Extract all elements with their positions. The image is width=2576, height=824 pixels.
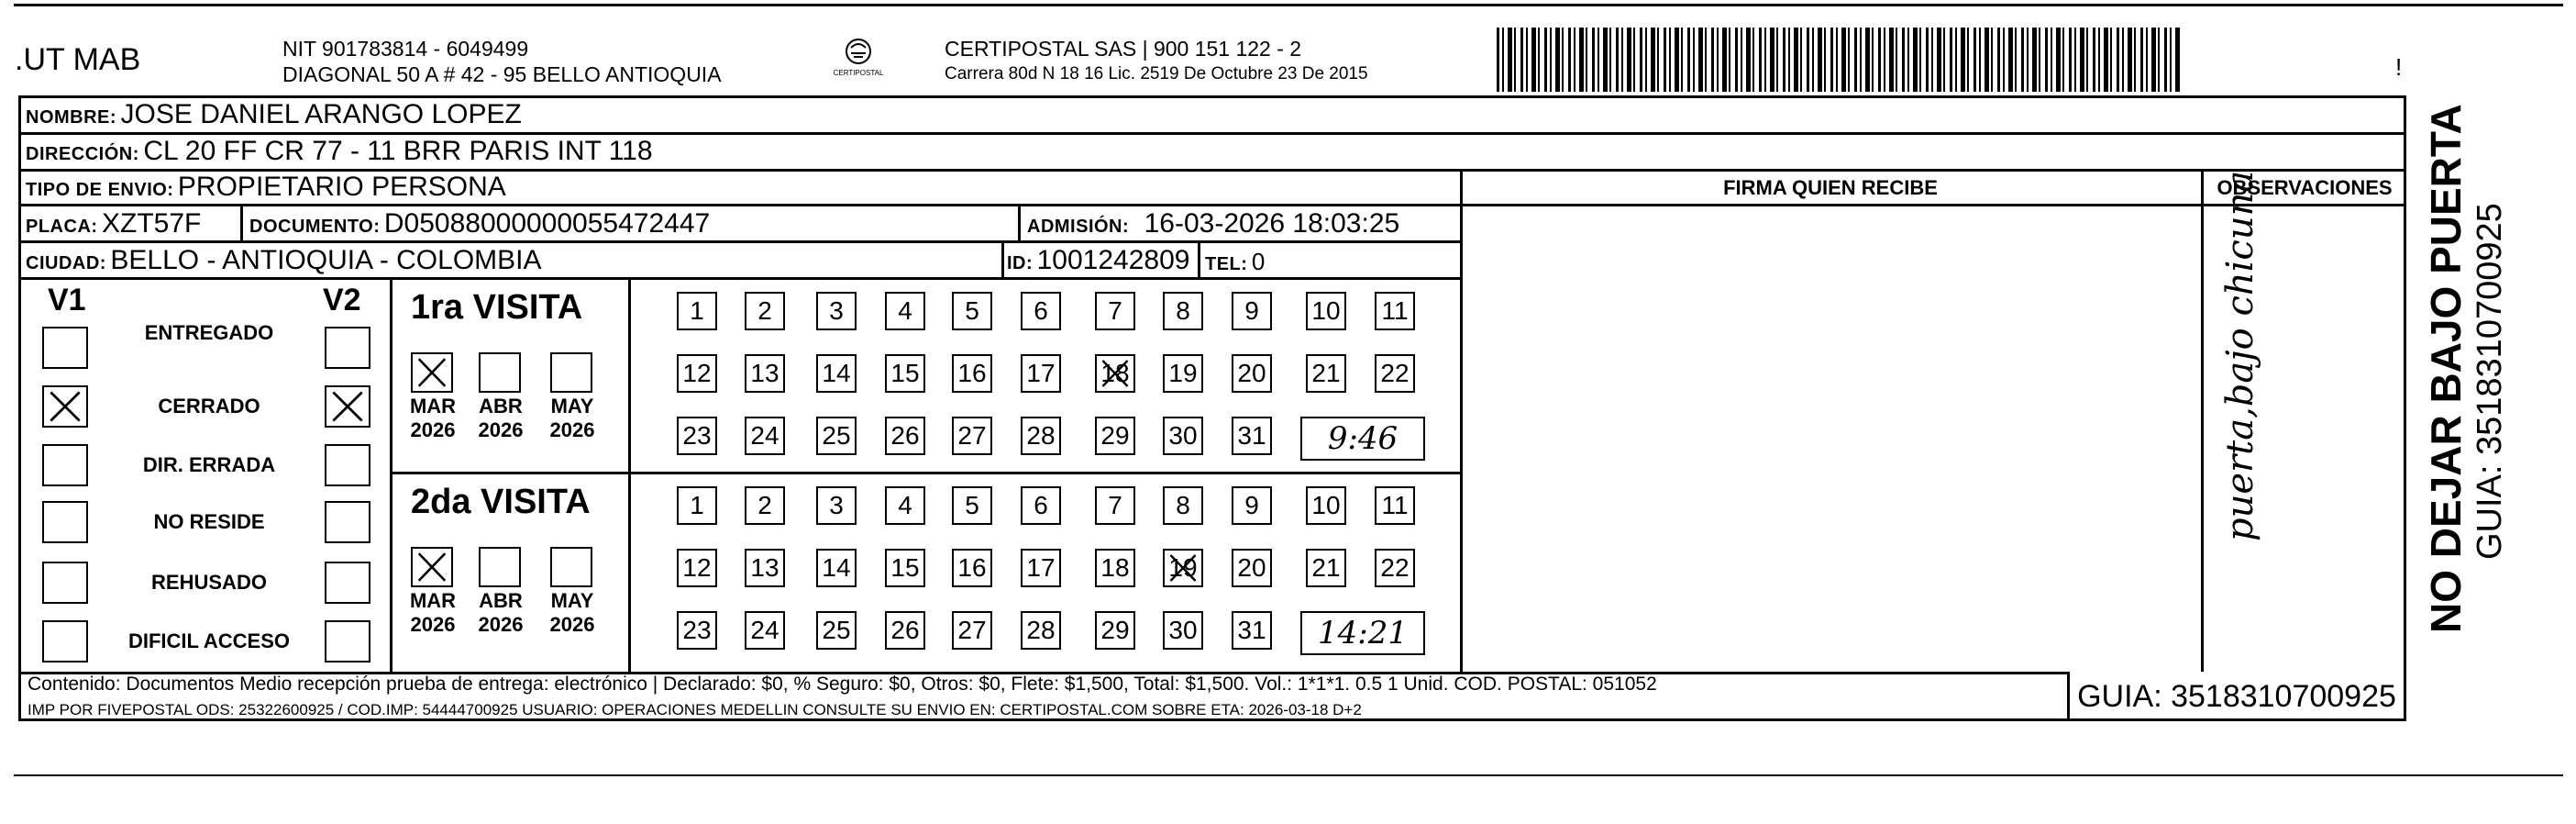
- day-number: 10: [1311, 491, 1341, 519]
- day-number: 12: [682, 553, 712, 582]
- month-year: 2026: [478, 418, 524, 441]
- visit2-day-15[interactable]: [885, 549, 925, 587]
- observaciones-handwriting: puerta,bajo chicuna: [2219, 170, 2261, 541]
- visit2-day-14[interactable]: [816, 549, 857, 587]
- day-number: 22: [1380, 359, 1410, 387]
- admision-row: [1027, 208, 1399, 239]
- day-number: 6: [1034, 296, 1048, 325]
- visit1-day-4[interactable]: [885, 292, 925, 330]
- visit2-time: 14:21: [1318, 615, 1408, 651]
- ciudad-value: BELLO - ANTIOQUIA - COLOMBIA: [110, 245, 542, 275]
- v1-label: V1: [48, 283, 86, 317]
- visit1-day-21[interactable]: [1306, 354, 1346, 393]
- visit1-day-9[interactable]: [1232, 292, 1272, 330]
- day-number: 9: [1244, 296, 1259, 325]
- visit1-day-14[interactable]: [816, 354, 857, 393]
- visit1-day-16[interactable]: [952, 354, 992, 393]
- observaciones-header: OBSERVACIONES: [2217, 176, 2393, 199]
- barcode: [1497, 28, 2181, 92]
- visit2-day-30[interactable]: [1163, 611, 1203, 650]
- visit1-day-25[interactable]: [816, 417, 857, 455]
- visit1-day-13[interactable]: [745, 354, 785, 393]
- visit2-month-label: [543, 589, 602, 637]
- status-label: REHUSADO: [151, 571, 267, 594]
- day-number: 20: [1237, 359, 1266, 387]
- v1-checkbox-2[interactable]: [42, 385, 88, 428]
- day-number: 29: [1100, 421, 1130, 450]
- visit1-day-12[interactable]: [677, 354, 717, 393]
- day-number: 21: [1311, 553, 1341, 582]
- tel-value: 0: [1251, 248, 1266, 275]
- day-number: 6: [1034, 491, 1048, 519]
- certipostal-logo: [824, 37, 893, 83]
- visit2-month-checkbox-1[interactable]: [411, 547, 453, 587]
- v1-checkbox-3[interactable]: [42, 444, 88, 486]
- v2-label: V2: [323, 283, 361, 317]
- day-number: 19: [1168, 553, 1198, 582]
- day-number: 2: [757, 296, 772, 325]
- id-row: [1007, 245, 1189, 276]
- direccion-row: [26, 136, 653, 167]
- top-rule: [14, 4, 2563, 6]
- company-address: Carrera 80d N 18 16 Lic. 2519 De Octubre 23 De 2015: [945, 64, 1368, 84]
- nombre-value: JOSE DANIEL ARANGO LOPEZ: [120, 99, 522, 129]
- visit2-day-26[interactable]: [885, 611, 925, 650]
- day-number: 30: [1168, 421, 1198, 450]
- month-name: MAR: [409, 395, 457, 418]
- visit2-day-25[interactable]: [816, 611, 857, 650]
- day-number: 11: [1381, 491, 1409, 519]
- month-year: 2026: [549, 613, 595, 636]
- visit2-day-27[interactable]: [952, 611, 992, 650]
- visit1-day-10[interactable]: [1306, 292, 1346, 330]
- day-number: 28: [1026, 616, 1056, 644]
- placa-row: [26, 208, 201, 239]
- visit1-day-7[interactable]: [1095, 292, 1135, 330]
- logo-text: CERTIPOSTAL: [833, 69, 884, 77]
- day-number: 13: [750, 359, 779, 387]
- v1-checkbox-5[interactable]: [42, 562, 88, 604]
- tel-row: [1205, 248, 1265, 276]
- visit1-day-18[interactable]: [1095, 354, 1135, 393]
- day-number: 11: [1381, 296, 1409, 325]
- visit2-day-5[interactable]: [952, 486, 992, 525]
- v2-checkbox-5[interactable]: [325, 562, 370, 604]
- day-number: 24: [750, 616, 779, 644]
- day-number: 2: [757, 491, 772, 519]
- day-number: 5: [965, 491, 979, 519]
- bottom-rule: [14, 774, 2563, 776]
- month-year: 2026: [478, 613, 524, 636]
- day-number: 3: [829, 296, 844, 325]
- visit1-day-22[interactable]: [1375, 354, 1415, 393]
- day-number: 15: [890, 553, 920, 582]
- month-name: ABR: [479, 589, 523, 612]
- sender-address: DIAGONAL 50 A # 42 - 95 BELLO ANTIOQUIA: [282, 62, 722, 86]
- v1-checkbox-4[interactable]: [42, 501, 88, 543]
- day-number: 17: [1026, 553, 1056, 582]
- visit2-day-31[interactable]: [1232, 611, 1272, 650]
- day-number: 4: [898, 296, 912, 325]
- day-number: 12: [682, 359, 712, 387]
- day-number: 29: [1100, 616, 1130, 644]
- visit2-day-29[interactable]: [1095, 611, 1135, 650]
- visit2-month-checkbox-2[interactable]: [479, 547, 521, 587]
- visit1-month-label: [543, 395, 602, 442]
- tipo-value: PROPIETARIO PERSONA: [177, 172, 506, 202]
- day-number: 9: [1244, 491, 1259, 519]
- visit1-day-2[interactable]: [745, 292, 785, 330]
- tel-label: TEL:: [1205, 254, 1248, 274]
- day-number: 13: [750, 553, 779, 582]
- v2-checkbox-4[interactable]: [325, 501, 370, 543]
- month-name: MAY: [550, 589, 594, 612]
- visit2-day-21[interactable]: [1306, 549, 1346, 587]
- visit2-month-label: [404, 589, 462, 637]
- visit1-month-label: [404, 395, 462, 442]
- visit1-day-3[interactable]: [816, 292, 857, 330]
- firma-header: FIRMA QUIEN RECIBE: [1723, 176, 1938, 199]
- visit2-day-6[interactable]: [1021, 486, 1061, 525]
- visit1-day-30[interactable]: [1163, 417, 1203, 455]
- ciudad-row: [26, 245, 542, 276]
- v2-checkbox-6[interactable]: [325, 620, 370, 663]
- visit2-day-4[interactable]: [885, 486, 925, 525]
- status-label: DIFICIL ACCESO: [127, 629, 290, 652]
- ciudad-label: CIUDAD:: [26, 253, 106, 273]
- day-number: 27: [957, 616, 987, 644]
- visit1-day-31[interactable]: [1232, 417, 1272, 455]
- visit2-day-1[interactable]: [677, 486, 717, 525]
- month-year: 2026: [410, 418, 456, 441]
- footer-guia: GUIA: 3518310700925: [2077, 679, 2396, 714]
- month-year: 2026: [410, 613, 456, 636]
- day-number: 14: [822, 553, 851, 582]
- sender-nit: NIT 901783814 - 6049499: [282, 37, 529, 61]
- visit2-time-box[interactable]: [1300, 611, 1425, 655]
- tipo-label: TIPO DE ENVIO:: [26, 180, 174, 200]
- v2-checkbox-2[interactable]: [325, 385, 370, 428]
- side-guia: GUIA: 3518310700925: [2471, 203, 2509, 560]
- admision-value: 16-03-2026 18:03:25: [1144, 208, 1400, 239]
- day-number: 7: [1108, 491, 1122, 519]
- day-number: 21: [1311, 359, 1341, 387]
- day-number: 16: [957, 359, 987, 387]
- footer-line2: IMP POR FIVEPOSTAL ODS: 25322600925 / COD.IMP: 54444700925 USUARIO: OPERACIONES MEDELLIN CONSULTE SU ENVIO EN: CERTIPOSTAL.COM SOBRE ETA: 2026-03-18 D+2: [28, 701, 1362, 718]
- visit1-time: 9:46: [1327, 420, 1399, 457]
- day-number: 4: [898, 491, 912, 519]
- visit2-day-7[interactable]: [1095, 486, 1135, 525]
- visit1-day-29[interactable]: [1095, 417, 1135, 455]
- visit1-month-checkbox-3[interactable]: [550, 352, 592, 393]
- visit1-day-5[interactable]: [952, 292, 992, 330]
- month-name: MAY: [550, 395, 594, 418]
- v2-checkbox-3[interactable]: [325, 444, 370, 486]
- visit1-month-label: [471, 395, 530, 442]
- logo-icon: [824, 37, 893, 83]
- id-value: 1001242809: [1036, 245, 1190, 275]
- company-name: CERTIPOSTAL SAS | 900 151 122 - 2: [945, 37, 1302, 61]
- day-number: 31: [1237, 421, 1266, 450]
- tipo-row: [26, 172, 506, 203]
- v1-checkbox-1[interactable]: [42, 327, 88, 369]
- visit2-day-17[interactable]: [1021, 549, 1061, 587]
- visit2-day-16[interactable]: [952, 549, 992, 587]
- documento-value: D05088000000055472447: [383, 208, 711, 239]
- visit2-day-11[interactable]: [1375, 486, 1415, 525]
- visit1-day-8[interactable]: [1163, 292, 1203, 330]
- day-number: 20: [1237, 553, 1266, 582]
- day-number: 17: [1026, 359, 1056, 387]
- visit1-day-1[interactable]: [677, 292, 717, 330]
- v1-checkbox-6[interactable]: [42, 620, 88, 663]
- day-number: 30: [1168, 616, 1198, 644]
- day-number: 18: [1100, 359, 1130, 387]
- day-number: 3: [829, 491, 844, 519]
- visit2-day-2[interactable]: [745, 486, 785, 525]
- visit1-day-11[interactable]: [1375, 292, 1415, 330]
- direccion-label: DIRECCIÓN:: [26, 144, 139, 164]
- visit1-month-checkbox-1[interactable]: [411, 352, 453, 393]
- day-number: 5: [965, 296, 979, 325]
- day-number: 8: [1176, 296, 1190, 325]
- status-label: CERRADO: [158, 395, 260, 418]
- visit1-day-17[interactable]: [1021, 354, 1061, 393]
- documento-label: DOCUMENTO:: [249, 217, 381, 237]
- visit1-day-20[interactable]: [1232, 354, 1272, 393]
- day-number: 8: [1176, 491, 1190, 519]
- direccion-value: CL 20 FF CR 77 - 11 BRR PARIS INT 118: [143, 136, 653, 166]
- visit2-day-9[interactable]: [1232, 486, 1272, 525]
- day-number: 31: [1237, 616, 1266, 644]
- visit1-day-24[interactable]: [745, 417, 785, 455]
- visit2-day-12[interactable]: [677, 549, 717, 587]
- status-label: DIR. ERRADA: [142, 453, 276, 476]
- day-number: 14: [822, 359, 851, 387]
- month-name: ABR: [479, 395, 523, 418]
- placa-label: PLACA:: [26, 217, 98, 237]
- day-number: 16: [957, 553, 987, 582]
- day-number: 18: [1100, 553, 1130, 582]
- day-number: 7: [1108, 296, 1122, 325]
- visit2-day-3[interactable]: [816, 486, 857, 525]
- visit2-month-label: [471, 589, 530, 637]
- visit1-day-23[interactable]: [677, 417, 717, 455]
- visit2-day-20[interactable]: [1232, 549, 1272, 587]
- visit1-day-15[interactable]: [885, 354, 925, 393]
- header-tick: !: [2395, 53, 2403, 81]
- admision-label: ADMISIÓN:: [1027, 217, 1130, 237]
- day-number: 22: [1380, 553, 1410, 582]
- day-number: 10: [1311, 296, 1341, 325]
- visit1-day-28[interactable]: [1021, 417, 1061, 455]
- visit2-title: 2da VISITA: [411, 483, 591, 521]
- v2-checkbox-1[interactable]: [325, 327, 370, 369]
- visit2-day-23[interactable]: [677, 611, 717, 650]
- visit2-day-24[interactable]: [745, 611, 785, 650]
- nombre-row: [26, 99, 522, 130]
- id-label: ID:: [1007, 253, 1034, 273]
- status-label: ENTREGADO: [144, 321, 274, 344]
- visit1-day-26[interactable]: [885, 417, 925, 455]
- visit2-day-10[interactable]: [1306, 486, 1346, 525]
- documento-row: [249, 208, 710, 239]
- side-warning: NO DEJAR BAJO PUERTA: [2422, 104, 2470, 633]
- nombre-label: NOMBRE:: [26, 107, 117, 128]
- day-number: 23: [682, 616, 712, 644]
- sender-name: .UT MAB: [15, 42, 141, 77]
- visit2-month-checkbox-3[interactable]: [550, 547, 592, 587]
- visit1-day-6[interactable]: [1021, 292, 1061, 330]
- day-number: 27: [957, 421, 987, 450]
- day-number: 1: [690, 491, 704, 519]
- footer-line1: Contenido: Documentos Medio recepción prueba de entrega: electrónico | Declarado: $0, % Seguro: $0, Otros: $0, Flete: $1,500, Total: $1,500. Vol.: 1*1*1. 0.5 1 Unid. COD. POSTAL: 051052: [28, 674, 1657, 695]
- month-year: 2026: [549, 418, 595, 441]
- visit2-day-28[interactable]: [1021, 611, 1061, 650]
- visit2-day-13[interactable]: [745, 549, 785, 587]
- day-number: 25: [822, 616, 851, 644]
- visit1-day-27[interactable]: [952, 417, 992, 455]
- day-number: 28: [1026, 421, 1056, 450]
- placa-value: XZT57F: [102, 208, 202, 239]
- day-number: 23: [682, 421, 712, 450]
- visit1-time-box[interactable]: [1300, 417, 1425, 461]
- visit2-day-19[interactable]: [1163, 549, 1203, 587]
- day-number: 25: [822, 421, 851, 450]
- day-number: 15: [890, 359, 920, 387]
- status-label: NO RESIDE: [153, 510, 265, 533]
- visit2-day-8[interactable]: [1163, 486, 1203, 525]
- visit2-day-18[interactable]: [1095, 549, 1135, 587]
- day-number: 26: [890, 421, 920, 450]
- day-number: 26: [890, 616, 920, 644]
- month-name: MAR: [409, 589, 457, 612]
- day-number: 19: [1168, 359, 1198, 387]
- visit2-day-22[interactable]: [1375, 549, 1415, 587]
- visit1-title: 1ra VISITA: [411, 288, 583, 327]
- day-number: 1: [690, 296, 704, 325]
- visit1-day-19[interactable]: [1163, 354, 1203, 393]
- visit1-month-checkbox-2[interactable]: [479, 352, 521, 393]
- day-number: 24: [750, 421, 779, 450]
